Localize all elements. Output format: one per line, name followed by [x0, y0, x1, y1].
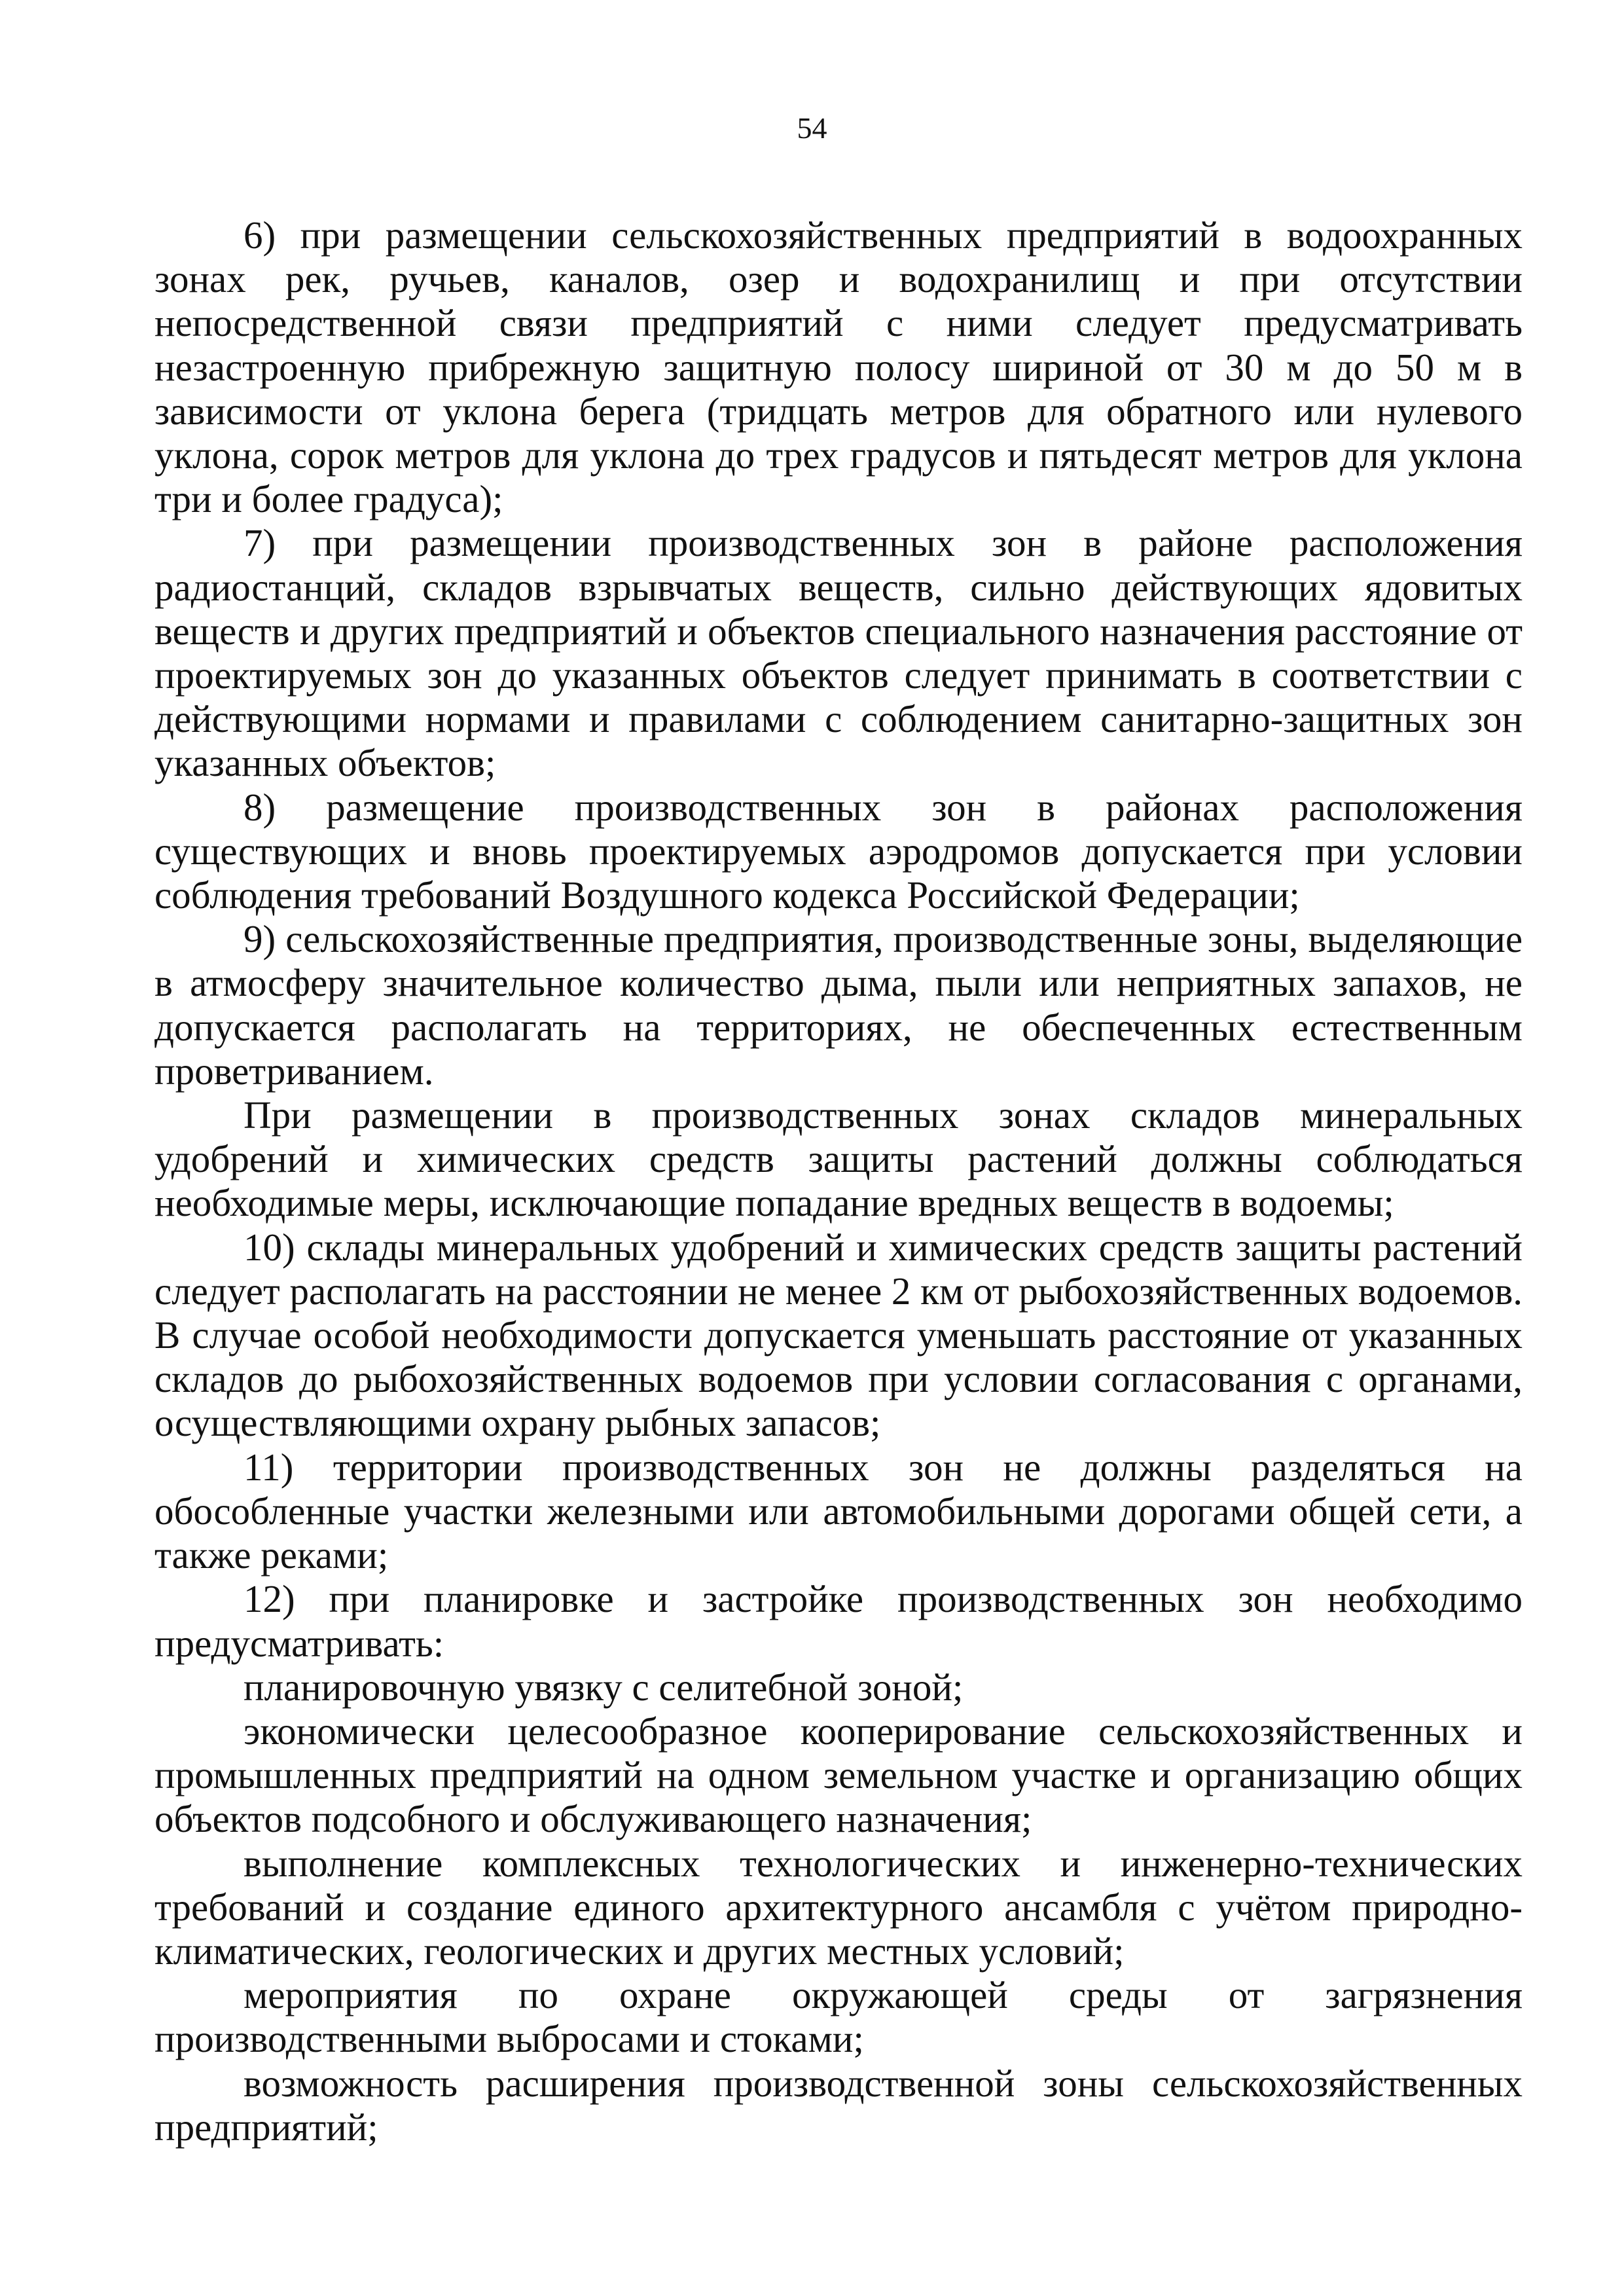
paragraph-item-12: 12) при планировке и застройке производственных зон необходимо предусматривать:: [154, 1577, 1523, 1665]
paragraph-item-9: 9) сельскохозяйственные предприятия, производственные зоны, выделяющие в атмосферу значительное количество дыма, пыли или неприятных запахов, не допускается располагать на территориях, не обеспеченных естественным проветриванием.: [154, 917, 1523, 1093]
paragraph-item-10: 10) склады минеральных удобрений и химических средств защиты растений следует располагать на расстоянии не менее 2 км от рыбохозяйственных водоемов. В случае особой необходимости допускается уменьшать расстояние от указанных складов до рыбохозяйственных водоемов при условии согласования с органами, осуществляющими охрану рыбных запасов;: [154, 1225, 1523, 1445]
paragraph-cooperation: экономически целесообразное кооперирование сельскохозяйственных и промышленных предприятий на одном земельном участке и организацию общих объектов подсобного и обслуживающего назначения;: [154, 1709, 1523, 1841]
paragraph-item-7: 7) при размещении производственных зон в районе расположения радиостанций, складов взрывчатых веществ, сильно действующих ядовитых веществ и других предприятий и объектов специального назначения расстояние от проектируемых зон до указанных объектов следует принимать в соответствии с действующими нормами и правилами с соблюдением санитарно-защитных зон указанных объектов;: [154, 521, 1523, 785]
paragraph-item-11: 11) территории производственных зон не должны разделяться на обособленные участки железными или автомобильными дорогами общей сети, а также реками;: [154, 1445, 1523, 1577]
paragraph-fertilizer-storage-note: При размещении в производственных зонах складов минеральных удобрений и химических средств защиты растений должны соблюдаться необходимые меры, исключающие попадание вредных веществ в водоемы;: [154, 1093, 1523, 1225]
paragraph-item-6: 6) при размещении сельскохозяйственных предприятий в водоохранных зонах рек, ручьев, каналов, озер и водохранилищ и при отсутствии непосредственной связи предприятий с ними следует предусматривать незастроенную прибрежную защитную полосу шириной от 30 м до 50 м в зависимости от уклона берега (тридцать метров для обратного или нулевого уклона, сорок метров для уклона до трех градусов и пятьдесят метров для уклона три и более градуса);: [154, 213, 1523, 521]
paragraph-planning-link: планировочную увязку с селитебной зоной;: [244, 1665, 964, 1709]
paragraph-item-8: 8) размещение производственных зон в районах расположения существующих и вновь проектируемых аэродромов допускается при условии соблюдения требований Воздушного кодекса Российской Федерации;: [154, 785, 1523, 917]
paragraph-technical-requirements: выполнение комплексных технологических и инженерно-технических требований и создание единого архитектурного ансамбля с учётом природно-климатических, геологических и других местных условий;: [154, 1841, 1523, 1973]
paragraph-environment-protection: мероприятия по охране окружающей среды от загрязнения производственными выбросами и стоками;: [154, 1973, 1523, 2061]
paragraph-zone-expansion: возможность расширения производственной зоны сельскохозяйственных предприятий;: [154, 2061, 1523, 2149]
document-body: [154, 213, 1523, 2149]
page-number: 54: [797, 111, 827, 145]
